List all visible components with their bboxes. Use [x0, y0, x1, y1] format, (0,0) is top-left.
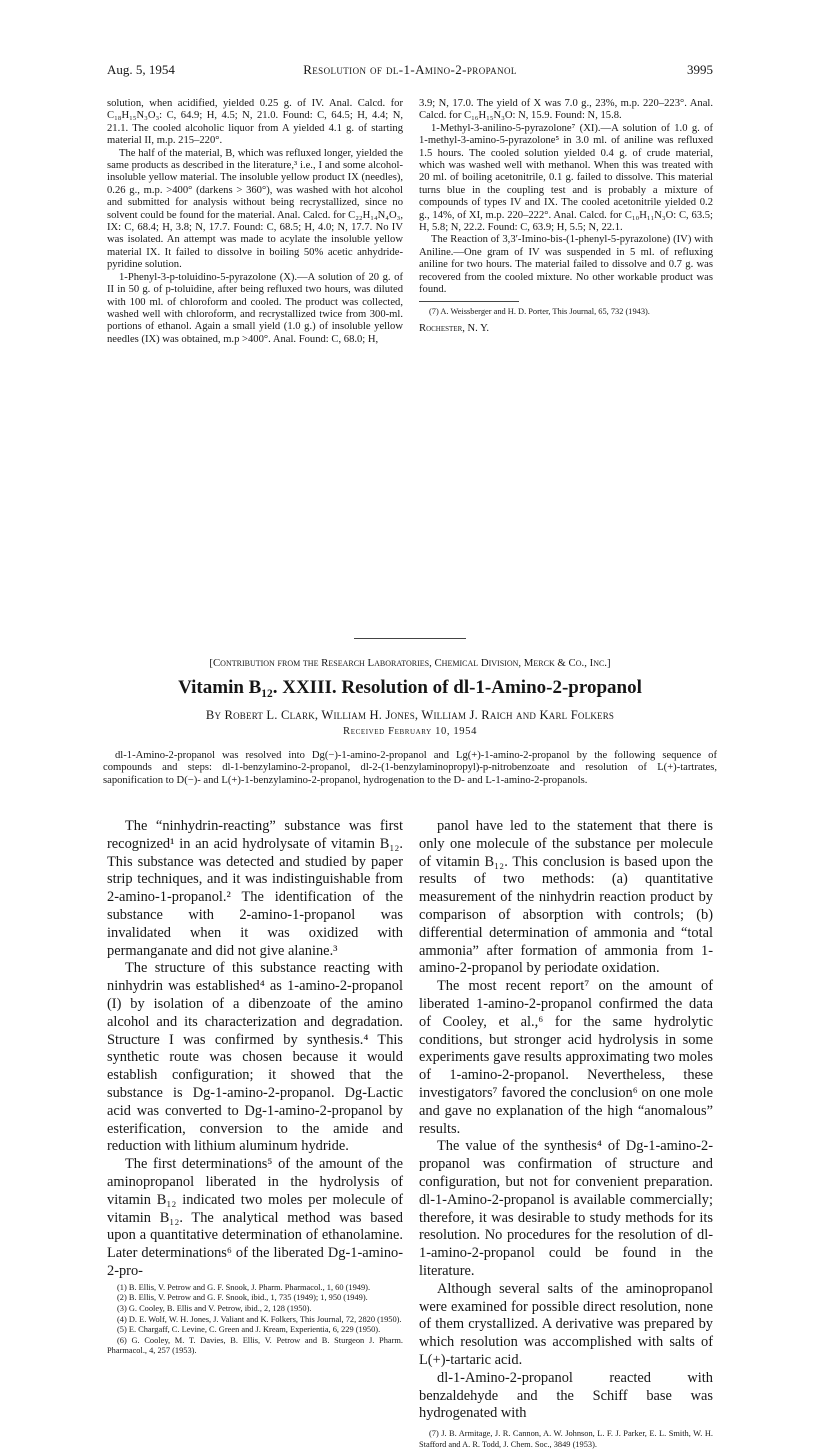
running-header: [107, 62, 713, 80]
paragraph: solution, when acidified, yielded 0.25 g. of IV. Anal. Calcd. for C₁₈H₁₅N₃O₃: C, 64.9; H, 4.5; N, 21.0. Found: C, 64.5; H, 4.4; N, 21.1. The cooled alcoholic liquor from A yielded 4.1 g. of starting material II, m.p. 215–220°.: [107, 98, 403, 147]
footnote: (4) D. E. Wolf, W. H. Jones, J. Valiant and K. Folkers, This Journal, 72, 2820 (1950).: [117, 1314, 402, 1324]
paragraph: panol have led to the statement that there is only one molecule of the substance per molecule of vitamin B₁₂. This conclusion is based upon the results of two methods: (a) quantitative measurement of the ninhydrin reaction product by comparison of absorption with controls; (b) differential determination of ammonia and “total ammonia” after formation of ammonia from 1-amino-2-propanol by periodate oxidation.: [419, 818, 713, 977]
footnote: (7) A. Weissberger and H. D. Porter, This Journal, 65, 732 (1943).: [429, 306, 650, 316]
paragraph: The half of the material, B, which was refluxed longer, yielded the same products as described in the literature,³ i.e., I and some alcohol-insoluble yellow material. The insoluble yellow product IX (needles), 0.26 g., m.p. >400° (darkens > 360°), was washed with hot alcohol and submitted for analysis without being recrystallized, since no solvent could be found for the material. Anal. Calcd. for C₂₂H₁₄N₄O₃, IX: C, 68.4; H, 3.8; N, 17.7. Found: C, 68.5; H, 4.0; N, 17.7. No IV was isolated. An attempt was made to acylate the insoluble yellow material IX. It failed to dissolve in boiling 50% acetic anhydride-pyridine solution.: [107, 147, 403, 271]
header-running-title: Resolution of dl-1-Amino-2-propanol: [303, 62, 517, 77]
footnote: (3) G. Cooley, B. Ellis and V. Petrow, ibid., 2, 128 (1950).: [117, 1303, 312, 1313]
abstract-text: dl-1-Amino-2-propanol was resolved into Dg(−)-1-amino-2-propanol and Lg(+)-1-amino-2-propanol by the following sequence of compounds and steps: dl-1-benzylamino-2-propanol, dl-2-(1-benzylaminopropyl)-p-nitrobenzoate and resolution of L(+)-tartrates, saponification to D(−)- and L(+)-1-benzylamino-2-propanol, hydrogenation to the D- and L-1-amino-2-propanols.: [103, 750, 717, 786]
footnote: (1) B. Ellis, V. Petrow and G. F. Snook, J. Pharm. Pharmacol., 1, 60 (1949).: [117, 1282, 371, 1292]
footnotes-right: [419, 1429, 713, 1450]
paragraph: 3.9; N, 17.0. The yield of X was 7.0 g., 23%, m.p. 220–223°. Anal. Calcd. for C₁₆H₁₅N₃O: N, 15.9. Found: N, 15.8.: [419, 98, 713, 122]
paragraph: Although several salts of the aminopropanol were examined for possible direct resolution, none of them crystallized. A derivative was prepared by which resolution was accomplished with salts of L(+)-tartaric acid.: [419, 1280, 713, 1368]
footnotes-left: [107, 1283, 403, 1357]
footnote: (7) J. B. Armitage, J. R. Cannon, A. W. Johnson, L. F. J. Parker, E. L. Smith, W. H. Stafford and A. R. Todd, J. Chem. Soc., 3849 (1953).: [419, 1429, 713, 1449]
authors: By Robert L. Clark, William H. Jones, William J. Raich and Karl Folkers: [205, 708, 615, 722]
article-title: Vitamin B₁₂. XXIII. Resolution of dl-1-Amino-2-propanol: [178, 677, 642, 698]
header-page-number: 3995: [687, 62, 713, 77]
paragraph: The Reaction of 3,3′-Imino-bis-(1-phenyl-5-pyrazolone) (IV) with Aniline.—One gram of IV was suspended in 5 ml. of refluxing aniline for two hours. The material failed to dissolve and 0.7 g. was recovered from the cooled mixture. No other workable product was found.: [419, 234, 713, 296]
paragraph: The first determinations⁵ of the amount of the aminopropanol liberated in the hydrolysis of vitamin B₁₂ indicated two moles per molecule of vitamin B₁₂. The analytical method was based upon a quantitative determination of ethanolamine. Later determinations⁶ of the liberated Dg-1-amino-2-pro-: [107, 1156, 403, 1279]
body-left-column: [107, 818, 403, 1357]
received-date: Received February 10, 1954: [343, 726, 477, 737]
footnote-rule: [419, 301, 519, 302]
header-date: Aug. 5, 1954: [107, 62, 175, 77]
paragraph: dl-1-Amino-2-propanol reacted with benzaldehyde and the Schiff base was hydrogenated with: [419, 1369, 713, 1422]
section-divider: [354, 638, 466, 639]
paragraph: The “ninhydrin-reacting” substance was first recognized¹ in an acid hydrolysate of vitamin B₁₂. This substance was detected and studied by paper strip techniques, and it was indistinguishable from 2-amino-1-propanol.² The identification of the substance with 2-amino-1-propanol was invalidated when it was oxidized with permanganate and did not give alanine.³: [107, 818, 403, 959]
footnote: (2) B. Ellis, V. Petrow and G. F. Snook, ibid., 1, 735 (1949); 1, 950 (1949).: [117, 1293, 368, 1303]
paragraph: The structure of this substance reacting with ninhydrin was established⁴ as 1-amino-2-propanol (I) by isolation of a dibenzoate of the amino alcohol and its characterization and degradation. Structure I was confirmed by synthesis.⁴ This synthetic route was chosen because it would establish configuration; it showed that the substance is Dg-1-amino-2-propanol. Dg-Lactic acid was converted to Dg-1-amino-2-propanol by esterification, conversion to the amide and reduction with lithium aluminum hydride.: [107, 960, 403, 1155]
body-right-column: [419, 818, 713, 1450]
paragraph: The most recent report⁷ on the amount of liberated 1-amino-2-propanol confirmed the data of Cooley, et al.,⁶ for the same hydrolytic conditions, but stronger acid hydrolysis in some experiments gave results approximating two moles of 1-amino-2-propanol. Nevertheless, these investigators⁷ favored the conclusion⁶ on one mole and gave no explanation of the high “anomalous” results.: [419, 978, 713, 1137]
contribution-line: [Contribution from the Research Laboratories, Chemical Division, Merck & Co., Inc.]: [209, 657, 611, 669]
footnote: (5) E. Chargaff, C. Levine, C. Green and J. Kream, Experientia, 6, 229 (1950).: [117, 1325, 381, 1335]
abstract: [103, 750, 717, 787]
paragraph: 1-Phenyl-3-p-toluidino-5-pyrazolone (X).—A solution of 20 g. of II in 50 g. of p-toluidine, after being refluxed two hours, was diluted with 100 ml. of chloroform and cooled. The product was collected, washed well with chloroform, and recrystallized twice from 300-ml. portions of ethanol. Again a small yield (1.0 g.) of insoluble yellow needles (IX) was obtained, m.p >400°. Anal. Found: C, 68.0; H,: [107, 271, 403, 345]
top-left-column: [107, 98, 403, 346]
paragraph: 1-Methyl-3-anilino-5-pyrazolone⁷ (XI).—A solution of 1.0 g. of 1-methyl-3-amino-5-pyrazolone⁵ in 3.0 ml. of aniline was refluxed 1.5 hours. The cooled solution yielded 0.4 g. of crude material, which was washed well with methanol. When this was treated with 20 ml. of boiling acetonitrile, 0.1 g. failed to dissolve. This material turns blue in the coupling test and is probably a mixture of compounds of types IV and IX. The cooled acetonitrile yielded 0.2 g., 14%, of XI, m.p. 220–222°. Anal. Calcd. for C₁₀H₁₁N₃O: C, 63.5; H, 5.8; N, 22.2. Found: C, 63.9; H, 5.5; N, 22.1.: [419, 122, 713, 234]
location: Rochester, N. Y.: [419, 323, 490, 335]
paragraph: The value of the synthesis⁴ of Dg-1-amino-2-propanol was confirmation of structure and configuration, but not for convenient preparation. dl-1-Amino-2-propanol is available commercially; therefore, it was desirable to study methods for its resolution. No procedures for the resolution of dl-1-amino-2-propanol could be found in the literature.: [419, 1138, 713, 1279]
footnote: (6) G. Cooley, M. T. Davies, B. Ellis, V. Petrow and B. Sturgeon J. Pharm. Pharmacol., 4, 257 (1953).: [107, 1335, 403, 1356]
top-right-column: [419, 98, 713, 336]
